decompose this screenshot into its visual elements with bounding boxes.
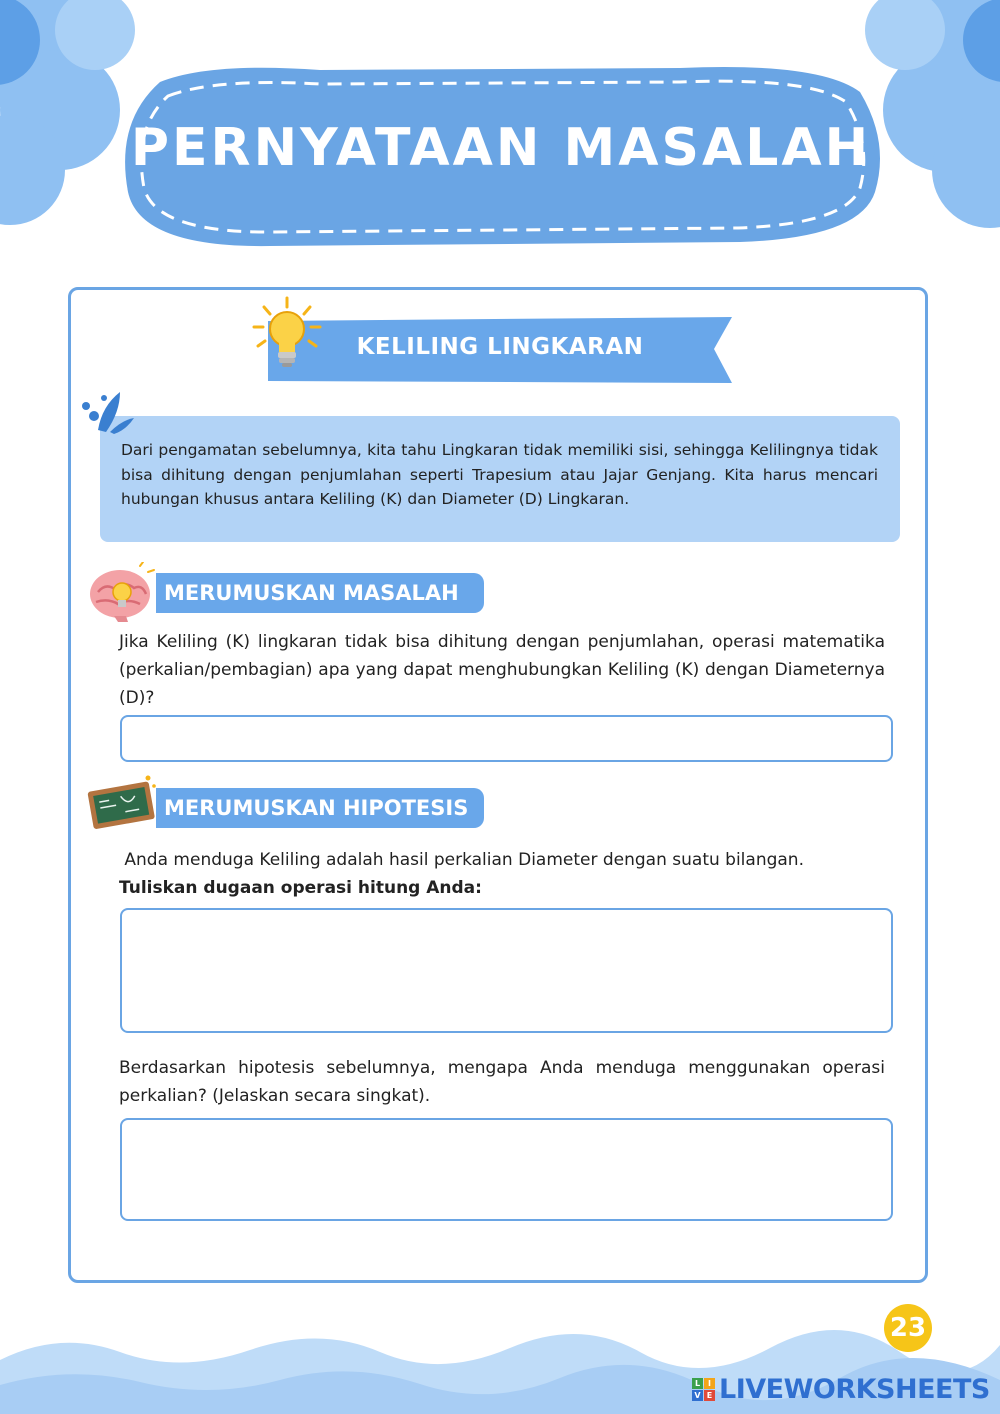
problem-question: Jika Keliling (K) lingkaran tidak bisa dihitung dengan penjumlahan, operasi matematika (perkalian/pembagian) apa yang dapat menghubungkan Keliling (K) dengan Diameternya (D)? — [119, 632, 885, 708]
hypothesis-followup-question: Berdasarkan hipotesis sebelumnya, mengapa Anda menduga menggunakan operasi perkalian? (Jelaskan secara singkat). — [119, 1058, 885, 1106]
section-heading-problem — [156, 573, 484, 613]
hypothesis-followup-answer-field[interactable] — [120, 1118, 893, 1221]
light-bulb-icon — [250, 296, 324, 376]
chalkboard-icon — [86, 772, 160, 832]
intro-text: Dari pengamatan sebelumnya, kita tahu Lingkaran tidak memiliki sisi, sehingga Kelilingnya tidak bisa dihitung dengan penjumlahan seperti Trapesium atau Jajar Genjang. Kita harus mencari hubungan khusus antara Keliling (K) dan Diameter (D) Lingkaran. — [121, 441, 878, 508]
topic-label: KELILING LINGKARAN — [356, 334, 644, 360]
brand-name: LIVEWORKSHEETS — [719, 1373, 990, 1405]
splash-icon — [80, 388, 136, 434]
problem-answer-field[interactable] — [120, 715, 893, 762]
page-number-badge: 23 — [884, 1304, 932, 1352]
hypothesis-instruction: Tuliskan dugaan operasi hitung Anda: — [119, 878, 482, 898]
section-heading-hypothesis — [156, 788, 484, 828]
page-title: PERNYATAAN MASALAH — [130, 118, 872, 178]
brain-icon — [88, 562, 158, 624]
liveworksheets-logo — [692, 1372, 990, 1406]
hypothesis-answer-field[interactable] — [120, 908, 893, 1033]
section-heading-hypothesis-label: MERUMUSKAN HIPOTESIS — [164, 796, 469, 820]
hypothesis-statement: Anda menduga Keliling adalah hasil perkalian Diameter dengan suatu bilangan. — [119, 850, 804, 870]
liveworksheets-mark: L I V E — [692, 1378, 715, 1401]
section-heading-problem-label: MERUMUSKAN MASALAH — [164, 581, 459, 605]
